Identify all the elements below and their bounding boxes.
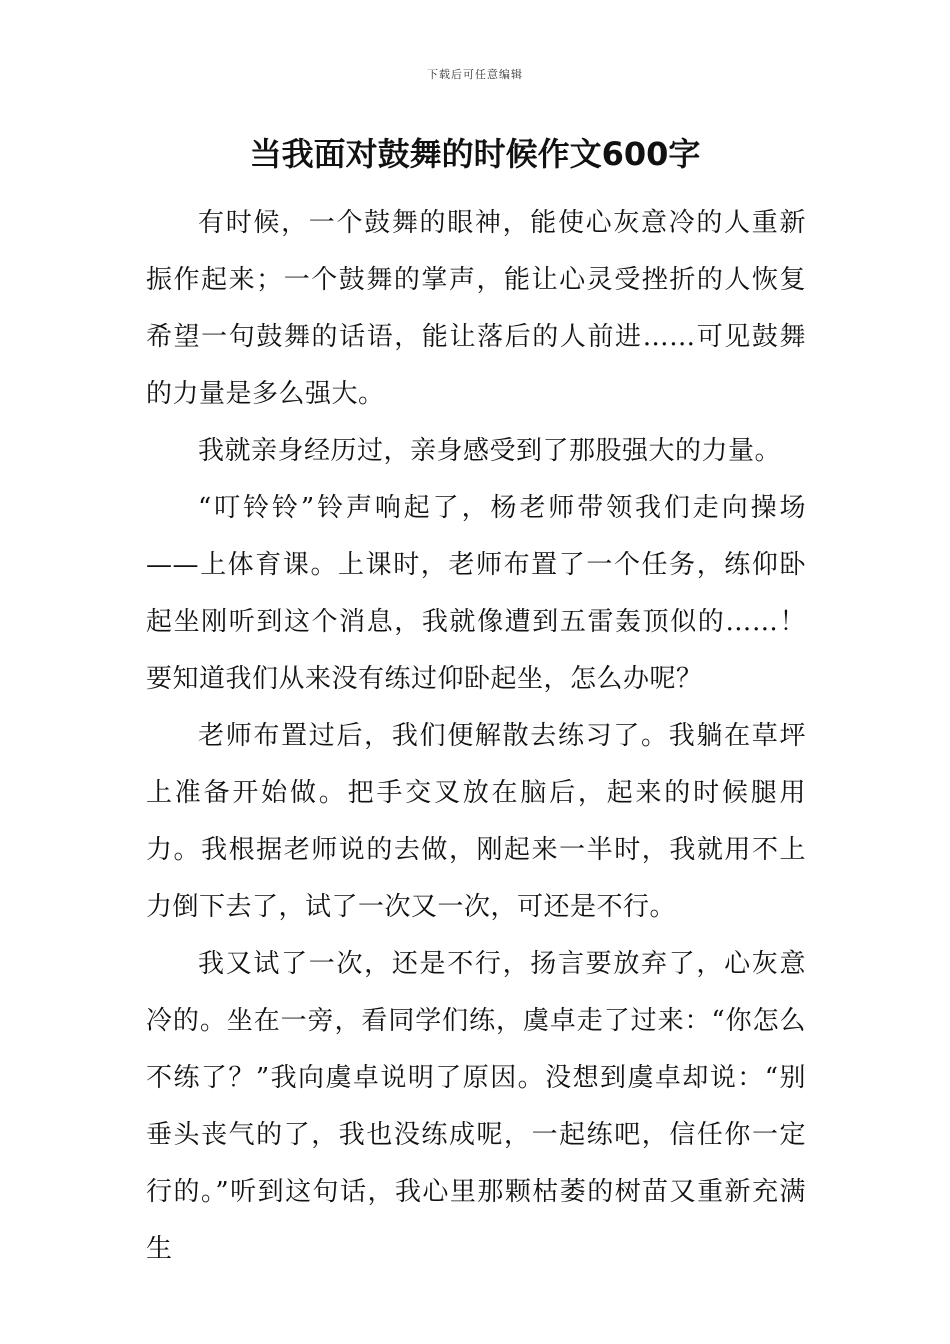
paragraph: 有时候，一个鼓舞的眼神，能使心灰意冷的人重新振作起来；一个鼓舞的掌声，能让心灵受挫折的人恢复希望一句鼓舞的话语，能让落后的人前进……可见鼓舞的力量是多么强大。 (146, 208, 806, 409)
paragraph: 我就亲身经历过，亲身感受到了那股强大的力量。 (198, 436, 782, 466)
paragraph: 老师布置过后，我们便解散去练习了。我躺在草坪上准备开始做。把手交叉放在脑后，起来的时候腿用力。我根据老师说的去做，刚起来一半时，我就用不上力倒下去了，试了一次又一次，可还是不行。 (146, 721, 806, 922)
header-note: 下载后可任意编辑 (427, 68, 523, 81)
page-title: 当我面对鼓舞的时候作文600字 (249, 135, 701, 173)
paragraph: “叮铃铃”铃声响起了，杨老师带领我们走向操场——上体育课。上课时，老师布置了一个任务，练仰卧起坐刚听到这个消息，我就像遭到五雷轰顶似的……！要知道我们从来没有练过仰卧起坐，怎么办呢？ (146, 493, 806, 694)
article-body (146, 195, 806, 1278)
paragraph: 我又试了一次，还是不行，扬言要放弃了，心灰意冷的。坐在一旁，看同学们练，虞卓走了过来：“你怎么不练了？”我向虞卓说明了原因。没想到虞卓却说：“别垂头丧气的了，我也没练成呢，一起练吧，信任你一定行的。”听到这句话，我心里那颗枯萎的树苗又重新充满生 (146, 949, 806, 1264)
